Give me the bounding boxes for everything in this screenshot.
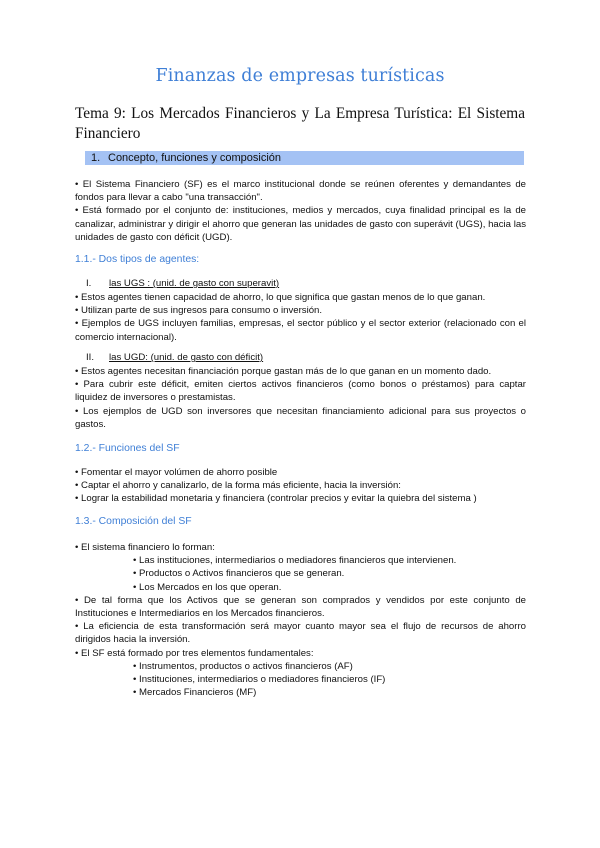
ugs-bullet: • Estos agentes tienen capacidad de ahorro, lo que significa que gastan menos de lo que ganan. <box>75 292 486 303</box>
ugs-bullet: • Ejemplos de UGS incluyen familias, empresas, el sector público y el sector exterior (relacionado con el comercio internacional). <box>75 318 526 343</box>
funcion-bullet: • Captar el ahorro y canalizarlo, de la forma más eficiente, hacia la inversión: <box>75 480 401 492</box>
composicion-lead: • El sistema financiero lo forman: <box>75 542 215 553</box>
funcion-bullet: • Lograr la estabilidad monetaria y financiera (controlar precios y evitar la quiebra del sistema ) <box>75 493 477 505</box>
forman-item: • Los Mercados en los que operan. <box>133 581 282 593</box>
forman-item: • Las instituciones, intermediarios o mediadores financieros que intervienen. <box>133 555 457 567</box>
composicion-content <box>75 541 526 699</box>
ugs-bullets <box>75 291 526 344</box>
ugs-bullet: • Utilizan parte de sus ingresos para consumo o inversión. <box>75 305 323 317</box>
subsection-1-3-heading: 1.3.- Composición del SF <box>75 516 192 527</box>
funcion-bullet: • Fomentar el mayor volúmen de ahorro posible <box>75 467 278 478</box>
elemento-item: • Instrumentos, productos o activos financieros (AF) <box>133 660 353 672</box>
subsection-1-2-heading: 1.2.- Funciones del SF <box>75 443 180 454</box>
funciones-bullets <box>75 466 526 506</box>
section-1-heading <box>85 151 524 165</box>
ugd-bullet: • Los ejemplos de UGD son inversores que necesitan financiamiento adicional para sus proyectos o gastos. <box>75 405 526 430</box>
tema-heading-line2: Financiero <box>75 125 141 142</box>
ugd-bullet: • Para cubrir este déficit, emiten ciertos activos financieros (como bonos o préstamos) para captar liquidez de inversores o prestamistas. <box>75 379 526 404</box>
ugd-bullets <box>75 365 526 431</box>
intro-paragraph: • Está formado por el conjunto de: instituciones, medios y mercados, cuya finalidad principal es la de canalizar, administrar y dirigir el ahorro que generan las unidades de gasto con superávit (UGS), hacia las unidades de gasto con déficit (UGD). <box>75 205 526 243</box>
ugs-numeral: I. <box>86 278 92 289</box>
composicion-paragraph: • La eficiencia de esta transformación será mayor cuanto mayor sea el flujo de recursos de ahorro dirigidos hacia la inversión. <box>75 621 526 646</box>
section-1-label: Concepto, funciones y composición <box>108 152 282 164</box>
composicion-paragraph: • De tal forma que los Activos que se generan son comprados y vendidos por este conjunto de Instituciones e Intermediarios en los Mercados financieros. <box>75 594 526 620</box>
intro-paragraph: • El Sistema Financiero (SF) es el marco institucional donde se reúnen oferentes y demandantes de fondos para llevar a cabo "una transacción". <box>75 179 526 204</box>
intro-paragraphs <box>75 178 526 244</box>
ugd-title: las UGD: (unid. de gasto con déficit) <box>109 352 264 363</box>
section-1-number: 1. <box>91 152 101 164</box>
document-title: Finanzas de empresas turísticas <box>155 66 445 86</box>
elemento-item: • Instituciones, intermediarios o mediadores financieros (IF) <box>133 674 386 686</box>
tema-heading <box>75 104 525 144</box>
ugd-bullet: • Estos agentes necesitan financiación porque gastan más de lo que ganan en un momento dado. <box>75 366 492 377</box>
subsection-1-1-heading: 1.1.- Dos tipos de agentes: <box>75 254 200 265</box>
composicion-lead-2: • El SF está formado por tres elementos fundamentales: <box>75 647 314 659</box>
tema-heading-line1: Tema 9: Los Mercados Financieros y La Empresa Turística: El Sistema <box>75 105 525 122</box>
elemento-item: • Mercados Financieros (MF) <box>133 687 257 699</box>
forman-item: • Productos o Activos financieros que se generan. <box>133 568 345 580</box>
ugs-title: las UGS : (unid. de gasto con superavit) <box>109 278 280 289</box>
ugd-numeral: II. <box>86 352 94 363</box>
